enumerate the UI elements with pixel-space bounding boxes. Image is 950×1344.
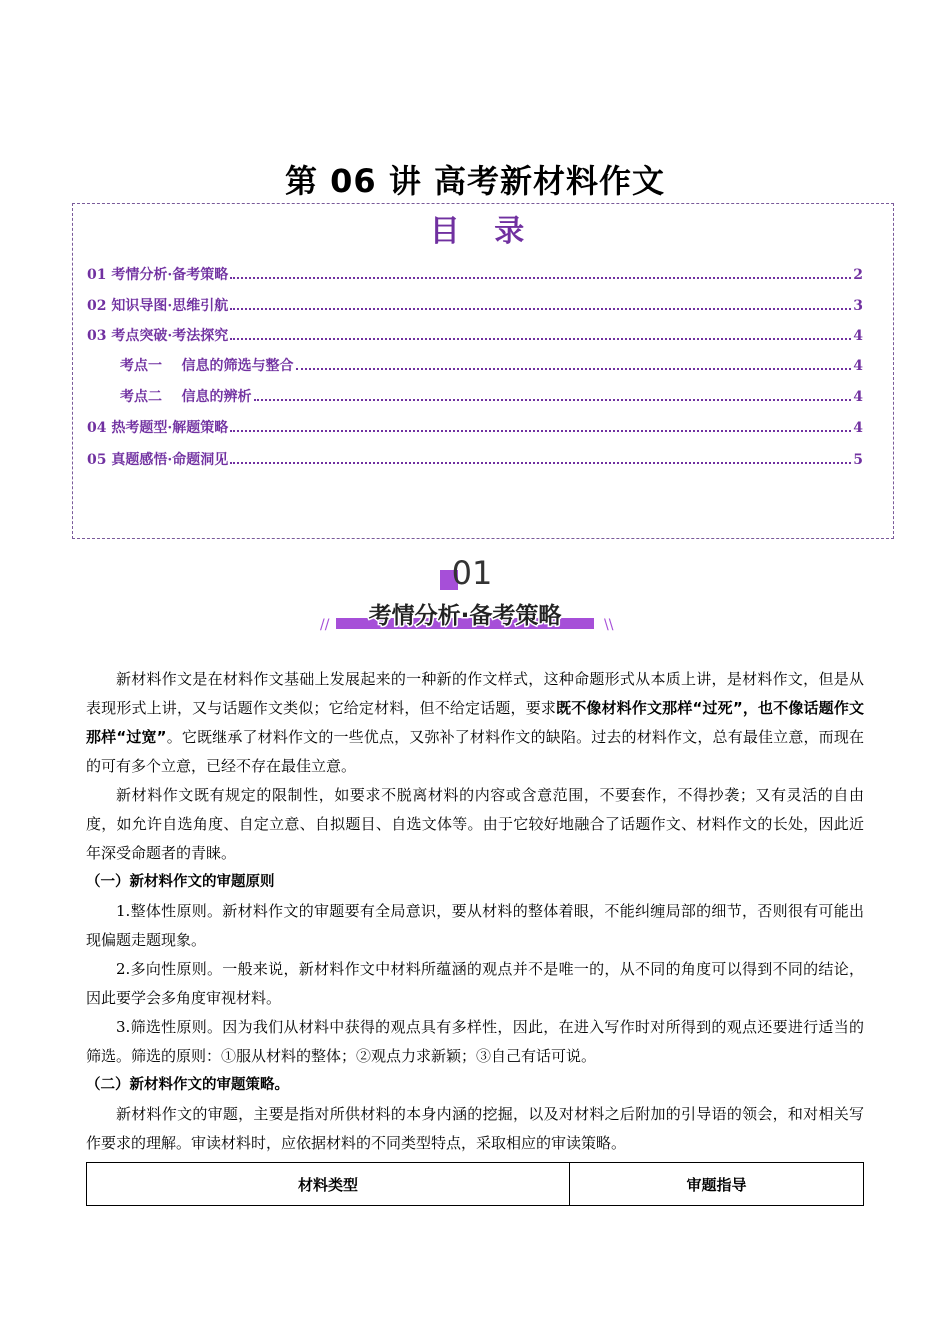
toc-item[interactable] (87, 264, 863, 284)
toc-leader-dots (254, 398, 852, 401)
toc-item-label: 02 知识导图·思维引航 (87, 298, 229, 314)
toc-item-label: 考点二 信息的辨析 (120, 389, 252, 405)
table-header-material-type: 材料类型 (87, 1163, 570, 1206)
badge-left-slashes: // (320, 617, 330, 633)
toc-leader-dots (230, 337, 851, 340)
toc-item[interactable] (87, 295, 863, 315)
toc-item-page: 3 (853, 298, 863, 314)
toc-item-label: 03 考点突破·考法探究 (87, 328, 229, 344)
toc-item-page: 4 (853, 358, 863, 374)
toc-heading: 目 录 (429, 214, 537, 249)
paragraph-principle-3: 3.筛选性原则。因为我们从材料中获得的观点具有多样性，因此，在进入写作时对所得到的观点还要进行适当的筛选。筛选的原则：①服从材料的整体；②观点力求新颖；③自己有话可说。 (86, 1018, 864, 1065)
toc-subitem[interactable] (120, 355, 863, 375)
paragraph-principle-2: 2.多向性原则。一般来说，新材料作文中材料所蕴涵的观点并不是唯一的，从不同的角度可以得到不同的结论，因此要学会多角度审视材料。 (86, 960, 864, 1007)
paragraph-text: 。它既继承了材料作文的一些优点，又弥补了材料作文的缺陷。过去的材料作文，总有最佳立意，而现在的可有多个立意，已经不存在最佳立意。 (86, 728, 864, 775)
main-content (86, 665, 864, 1158)
emphasis-text: 既不像材料作文那样“过死”，也不像话题作文那样“过宽” (86, 699, 864, 746)
toc-item[interactable] (87, 325, 863, 345)
section-number: 01 (451, 556, 493, 592)
paragraph-intro (86, 665, 864, 781)
toc-item-page: 5 (853, 452, 863, 468)
toc-leader-dots (230, 461, 851, 464)
section-badge (0, 556, 950, 636)
toc-item-label: 04 热考题型·解题策略 (87, 420, 229, 436)
toc-leader-dots (230, 276, 851, 279)
toc-subitem[interactable] (120, 386, 863, 406)
toc-item-label: 01 考情分析·备考策略 (87, 267, 229, 283)
toc-item-page: 4 (853, 389, 863, 405)
toc-item-page: 4 (853, 420, 863, 436)
toc-item[interactable] (87, 449, 863, 469)
section-title: 考情分析·备考策略 (368, 603, 562, 629)
paragraph-principle-1: 1.整体性原则。新材料作文的审题要有全局意识，要从材料的整体着眼，不能纠缠局部的细节，否则很有可能出现偏题走题现象。 (86, 902, 864, 949)
toc-leader-dots (230, 429, 851, 432)
material-type-table (86, 1162, 864, 1206)
toc-leader-dots (230, 307, 851, 310)
paragraph-features: 新材料作文既有规定的限制性，如要求不脱离材料的内容或含意范围，不要套作，不得抄袭；又有灵活的自由度，如允许自选角度、自定立意、自拟题目、自选文体等。由于它较好地融合了话题作文、材料作文的长处，因此近年深受命题者的青睐。 (86, 786, 864, 862)
badge-right-slashes: \\ (604, 617, 614, 633)
paragraph-strategies: 新材料作文的审题，主要是指对所供材料的本身内涵的挖掘，以及对材料之后附加的引导语的领会，和对相关写作要求的理解。审读材料时，应依据材料的不同类型特点，采取相应的审读策略。 (86, 1105, 864, 1152)
toc-item-page: 4 (853, 328, 863, 344)
table-of-contents (72, 203, 894, 539)
toc-item[interactable] (87, 417, 863, 437)
subheading-principles: （一）新材料作文的审题原则 (86, 874, 275, 890)
table-header-row (87, 1163, 864, 1206)
table-header-guidance: 审题指导 (570, 1163, 864, 1206)
toc-item-label: 05 真题感悟·命题洞见 (87, 452, 229, 468)
subheading-strategies: （二）新材料作文的审题策略。 (86, 1077, 289, 1093)
document-title: 第 06 讲 高考新材料作文 (285, 162, 665, 200)
toc-item-page: 2 (853, 267, 863, 283)
toc-leader-dots (296, 367, 852, 370)
toc-item-label: 考点一 信息的筛选与整合 (120, 358, 294, 374)
paragraph-text: 新材料作文是在材料作文基础上发展起来的一种新的作文样式，这种命题形式从本质上讲，是材料作文，但是从表现形式上讲，又与话题作文类似；它给定材料，但不给定话题，要求 (86, 670, 864, 717)
